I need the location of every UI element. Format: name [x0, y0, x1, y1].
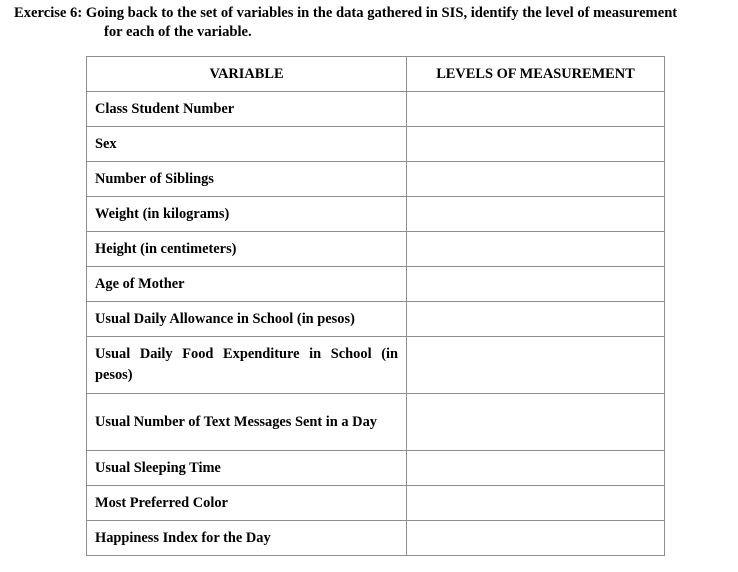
level-cell[interactable]	[407, 127, 665, 162]
level-cell[interactable]	[407, 302, 665, 337]
table-row	[87, 232, 665, 267]
variable-cell: Usual Daily Allowance in School (in pesos)	[87, 302, 407, 337]
table-row	[87, 486, 665, 521]
variable-cell: Weight (in kilograms)	[87, 197, 407, 232]
table-row	[87, 162, 665, 197]
table-row	[87, 127, 665, 162]
level-cell[interactable]	[407, 197, 665, 232]
table-row	[87, 92, 665, 127]
exercise-heading	[14, 4, 738, 42]
header-levels-of-measurement: LEVELS OF MEASUREMENT	[407, 57, 665, 92]
exercise-instruction-line1: Going back to the set of variables in the data gathered in SIS, identify the level of measurement	[85, 5, 678, 21]
exercise-instruction-line2: for each of the variable.	[104, 24, 252, 40]
level-cell[interactable]	[407, 232, 665, 267]
level-cell[interactable]	[407, 486, 665, 521]
table-row	[87, 267, 665, 302]
variable-cell: Usual Sleeping Time	[87, 451, 407, 486]
variable-cell: Number of Siblings	[87, 162, 407, 197]
variable-cell: Happiness Index for the Day	[87, 521, 407, 556]
table-row	[87, 451, 665, 486]
table-row	[87, 197, 665, 232]
variable-cell: Most Preferred Color	[87, 486, 407, 521]
variable-cell: Usual Daily Food Expenditure in School (in pesos)	[87, 337, 407, 394]
level-cell[interactable]	[407, 162, 665, 197]
variable-cell: Height (in centimeters)	[87, 232, 407, 267]
variable-cell: Usual Number of Text Messages Sent in a Day	[87, 394, 407, 451]
exercise-label: Exercise 6:	[14, 5, 83, 21]
variable-cell: Sex	[87, 127, 407, 162]
level-cell[interactable]	[407, 92, 665, 127]
level-cell[interactable]	[407, 337, 665, 394]
level-cell[interactable]	[407, 267, 665, 302]
variable-cell: Class Student Number	[87, 92, 407, 127]
level-cell[interactable]	[407, 521, 665, 556]
variable-cell: Age of Mother	[87, 267, 407, 302]
exercise-heading-line1	[14, 4, 738, 23]
level-cell[interactable]	[407, 394, 665, 451]
table-header-row	[87, 57, 665, 92]
level-cell[interactable]	[407, 451, 665, 486]
header-variable: VARIABLE	[87, 57, 407, 92]
table-row	[87, 337, 665, 394]
measurement-table	[86, 56, 665, 556]
table-row	[87, 521, 665, 556]
table-row	[87, 302, 665, 337]
table-row	[87, 394, 665, 451]
